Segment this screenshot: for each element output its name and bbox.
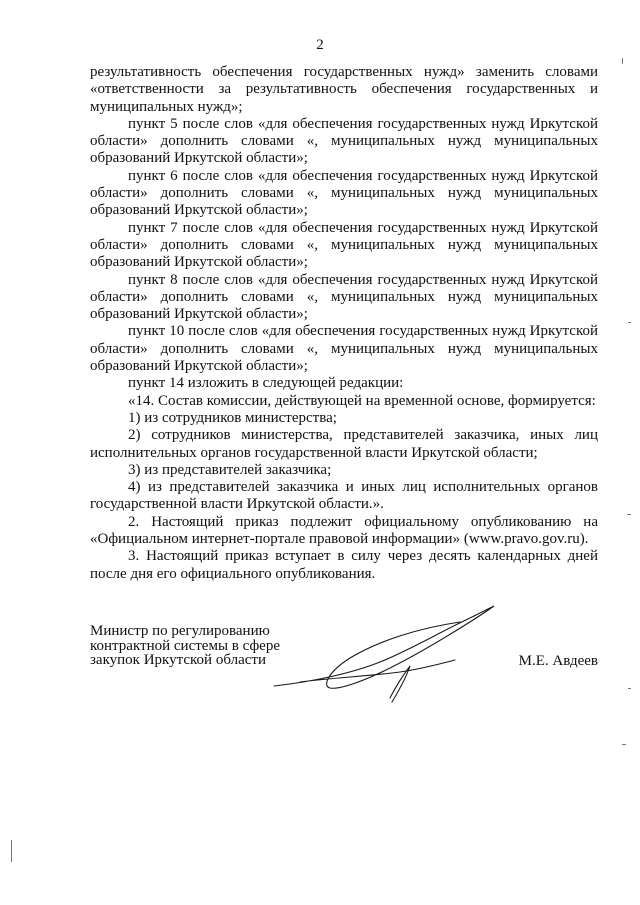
paragraph: 4) из представителей заказчика и иных лиц исполнительных органов государственной власти Иркутской области.». bbox=[90, 479, 598, 513]
paragraph: пункт 8 после слов «для обеспечения государственных нужд Иркутской области» дополнить словами «, муниципальных нужд муниципальных образований Иркутской области»; bbox=[90, 271, 598, 323]
paragraph: пункт 7 после слов «для обеспечения государственных нужд Иркутской области» дополнить словами «, муниципальных нужд муниципальных образований Иркутской области»; bbox=[90, 219, 598, 271]
handwritten-signature bbox=[270, 602, 510, 712]
page-number: 2 bbox=[316, 37, 324, 53]
signer-position: Министр по регулированию контрактной системы в сфере закупок Иркутской области bbox=[90, 623, 280, 668]
scan-margin-mark bbox=[627, 514, 631, 515]
scan-margin-mark bbox=[622, 58, 623, 64]
paragraph: 2. Настоящий приказ подлежит официальному опубликованию на «Официальном интернет-портале правовой информации» (www.pravo.gov.ru). bbox=[90, 513, 598, 548]
scan-margin-mark bbox=[11, 840, 12, 862]
paragraph: пункт 6 после слов «для обеспечения государственных нужд Иркутской области» дополнить словами «, муниципальных нужд муниципальных образований Иркутской области»; bbox=[90, 167, 598, 219]
paragraph: 2) сотрудников министерства, представителей заказчика, иных лиц исполнительных органов государственной власти Иркутской области; bbox=[90, 427, 598, 461]
document-body bbox=[90, 64, 598, 583]
paragraph: пункт 10 после слов «для обеспечения государственных нужд Иркутской области» дополнить словами «, муниципальных нужд муниципальных образований Иркутской области»; bbox=[90, 323, 598, 375]
paragraph: 3. Настоящий приказ вступает в силу через десять календарных дней после дня его официального опубликования. bbox=[90, 548, 598, 582]
signer-name: М.Е. Авдеев bbox=[518, 653, 598, 669]
scan-margin-mark bbox=[628, 688, 631, 689]
paragraph: 3) из представителей заказчика; bbox=[128, 461, 332, 478]
scan-margin-mark bbox=[628, 322, 631, 323]
scan-margin-mark bbox=[622, 744, 626, 745]
paragraph: результативность обеспечения государственных нужд» заменить словами «ответственности за результативность обеспечения государственных и муниципальных нужд»; bbox=[90, 64, 598, 115]
paragraph: пункт 14 изложить в следующей редакции: bbox=[128, 375, 404, 392]
paragraph: 1) из сотрудников министерства; bbox=[128, 409, 337, 426]
paragraph: «14. Состав комиссии, действующей на временной основе, формируется: bbox=[128, 392, 596, 409]
paragraph: пункт 5 после слов «для обеспечения государственных нужд Иркутской области» дополнить словами «, муниципальных нужд муниципальных образований Иркутской области»; bbox=[90, 115, 598, 167]
signature-block bbox=[90, 624, 598, 734]
